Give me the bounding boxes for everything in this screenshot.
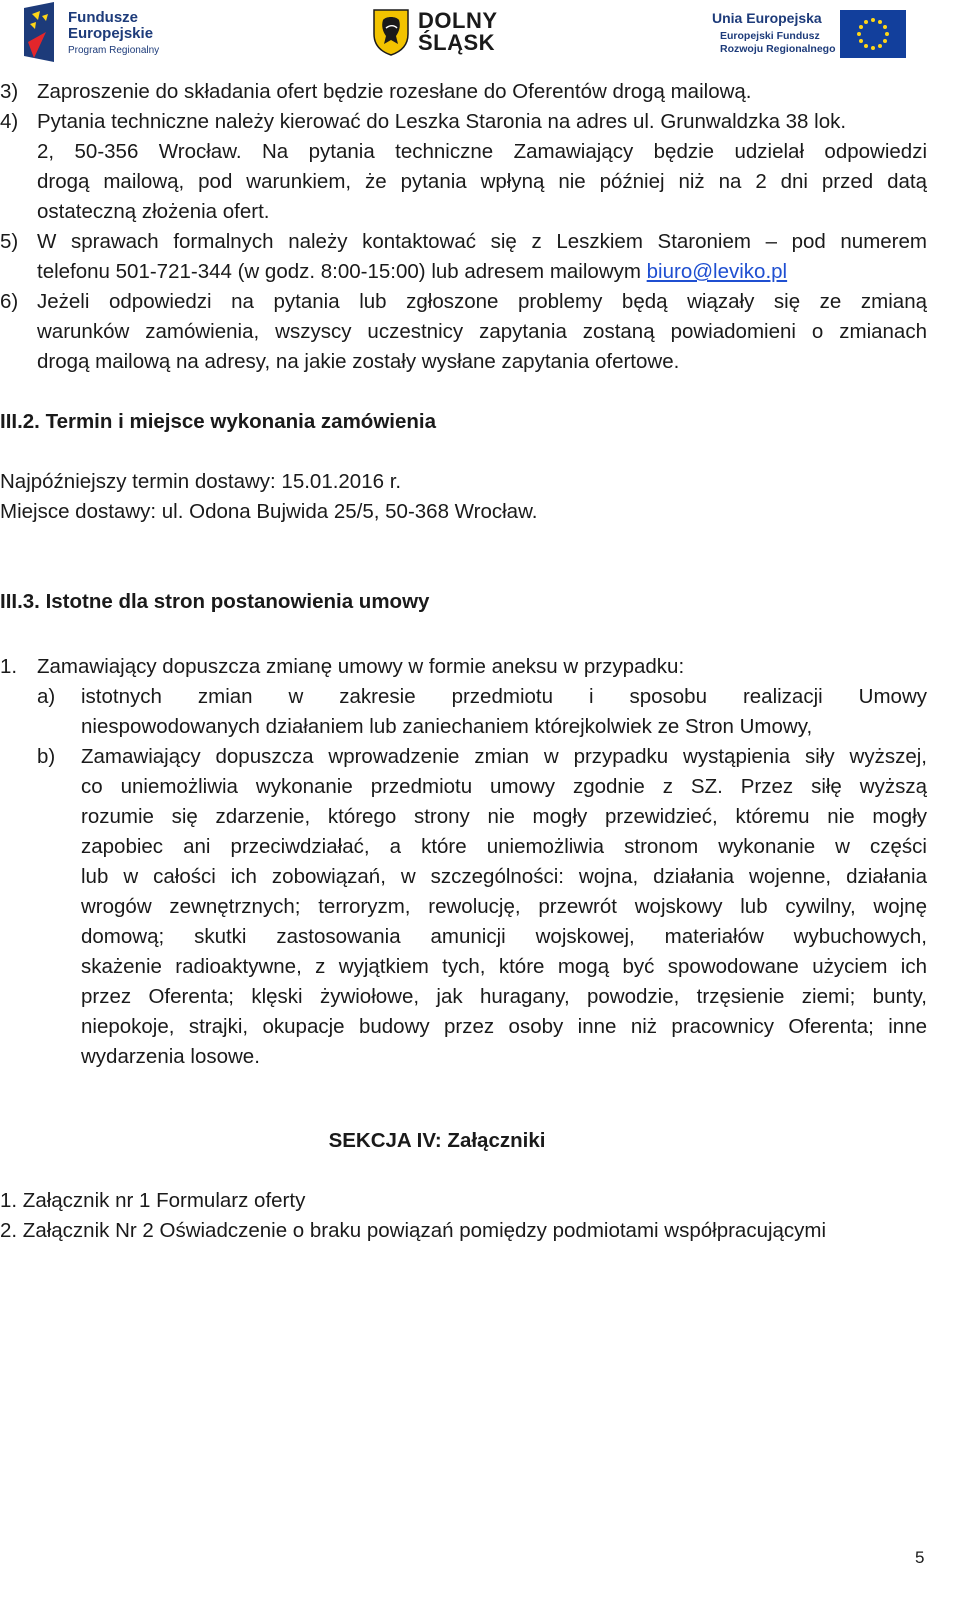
item-4-line3: drogą mailową, pod warunkiem, że pytania wpłyną nie później niż na 2 dni przed datą xyxy=(37,170,927,193)
section-iii3-heading: III.3. Istotne dla stron postanowienia umowy xyxy=(0,590,430,613)
item-4-label: 4) xyxy=(0,110,19,133)
item-5-line2-text: telefonu 501-721-344 (w godz. 8:00-15:00) lub adresem mailowym xyxy=(37,260,647,283)
point-b-line: domową; skutki zastosowania amunicji wojskowej, materiałów wybuchowych, xyxy=(81,925,927,948)
unia-europejska-logo xyxy=(712,10,912,62)
point-b-line: niepokoje, strajki, okupacje budowy przez osoby inne niż pracownicy Oferenta; inne xyxy=(81,1015,927,1038)
point-b-line: przez Oferenta; klęski żywiołowe, jak huragany, powodzie, trzęsienie ziemi; bunty, xyxy=(81,985,927,1008)
logo-ue-line2: Europejski Fundusz xyxy=(720,30,820,42)
delivery-place: Miejsce dostawy: ul. Odona Bujwida 25/5, 50-368 Wrocław. xyxy=(0,500,538,523)
item-4-line1: Pytania techniczne należy kierować do Leszka Staronia na adres ul. Grunwaldzka 38 lok. xyxy=(37,110,847,133)
logo-ue-line3: Rozwoju Regionalnego xyxy=(720,43,836,55)
item-6-line3: drogą mailową na adresy, na jakie zostały wysłane zapytania ofertowe. xyxy=(37,350,680,373)
section-iv-heading: SEKCJA IV: Załączniki xyxy=(328,1129,546,1152)
dolny-slask-logo xyxy=(372,8,512,60)
delivery-deadline: Najpóźniejszy termin dostawy: 15.01.2016 r. xyxy=(0,470,402,493)
point-b-line: wrogów zewnętrznych; terroryzm, rewolucję, przewrót wojskowy lub cywilny, wojnę xyxy=(81,895,927,918)
point-b-label: b) xyxy=(37,745,56,768)
item-5-line2 xyxy=(37,257,787,287)
eu-flag-icon xyxy=(840,10,906,58)
item-4-line4: ostateczną złożenia ofert. xyxy=(37,200,270,223)
logo-ds-line1: DOLNY xyxy=(418,8,498,33)
item-3 xyxy=(0,77,18,107)
logo-fe-line1: Fundusze xyxy=(68,9,138,26)
point-b-line: Zamawiający dopuszcza wprowadzenie zmian w przypadku wystąpienia siły wyższej, xyxy=(81,745,927,768)
attachment-2: 2. Załącznik Nr 2 Oświadczenie o braku powiązań pomiędzy podmiotami współpracującymi xyxy=(0,1219,827,1242)
attachment-1: 1. Załącznik nr 1 Formularz oferty xyxy=(0,1189,306,1212)
point-a-line: niespowodowanych działaniem lub zaniechaniem którejkolwiek ze Stron Umowy, xyxy=(81,715,813,738)
fundusze-europejskie-mark-icon xyxy=(24,2,62,62)
item-5-line1: W sprawach formalnych należy kontaktować się z Leszkiem Staroniem – pod numerem xyxy=(37,230,927,253)
point-b-line: rozumie się zdarzenie, którego strony nie mogły przewidzieć, któremu nie mogły xyxy=(81,805,927,828)
item-3-label: 3) xyxy=(0,80,19,103)
item-6-label: 6) xyxy=(0,290,19,313)
point-b-line: lub w całości ich zobowiązań, w szczególności: wojna, działania wojenne, działania xyxy=(81,865,927,888)
item-5-label: 5) xyxy=(0,230,19,253)
logo-fe-line3: Program Regionalny xyxy=(68,45,160,56)
point-b-line: co uniemożliwia wykonanie przedmiotu umowy zgodnie z SZ. Przez siłę wyższą xyxy=(81,775,927,798)
point-1-text: Zamawiający dopuszcza zmianę umowy w formie aneksu w przypadku: xyxy=(37,655,685,678)
point-b-line: zapobiec ani przeciwdziałać, a które uniemożliwia stronom wykonanie w części xyxy=(81,835,927,858)
logo-ds-line2: ŚLĄSK xyxy=(418,30,496,55)
point-1-label: 1. xyxy=(0,655,18,678)
fundusze-europejskie-logo xyxy=(24,0,184,64)
logo-ue-line1: Unia Europejska xyxy=(712,10,822,26)
item-6-line1: Jeżeli odpowiedzi na pytania lub zgłoszone problemy będą wiązały się ze zmianą xyxy=(37,290,927,313)
point-a-label: a) xyxy=(37,685,56,708)
email-link[interactable]: biuro@leviko.pl xyxy=(646,260,788,283)
item-4-line2: 2, 50-356 Wrocław. Na pytania techniczne Zamawiający będzie udzielał odpowiedzi xyxy=(37,140,927,163)
point-b-line: skażenie radioaktywne, z wyjątkiem tych, które mogą być spowodowane użyciem ich xyxy=(81,955,927,978)
section-iii2-heading: III.2. Termin i miejsce wykonania zamówienia xyxy=(0,410,436,433)
item-3-text: Zaproszenie do składania ofert będzie rozesłane do Oferentów drogą mailową. xyxy=(37,80,752,103)
dolny-slask-shield-icon xyxy=(372,8,410,56)
item-6-line2: warunków zamówienia, wszyscy uczestnicy zapytania zostaną powiadomieni o zmianach xyxy=(37,320,927,343)
page-number: 5 xyxy=(915,1548,925,1567)
point-b-line: wydarzenia losowe. xyxy=(81,1045,260,1068)
logo-fe-line2: Europejskie xyxy=(68,25,154,42)
point-a-line: istotnych zmian w zakresie przedmiotu i sposobu realizacji Umowy xyxy=(81,685,927,708)
